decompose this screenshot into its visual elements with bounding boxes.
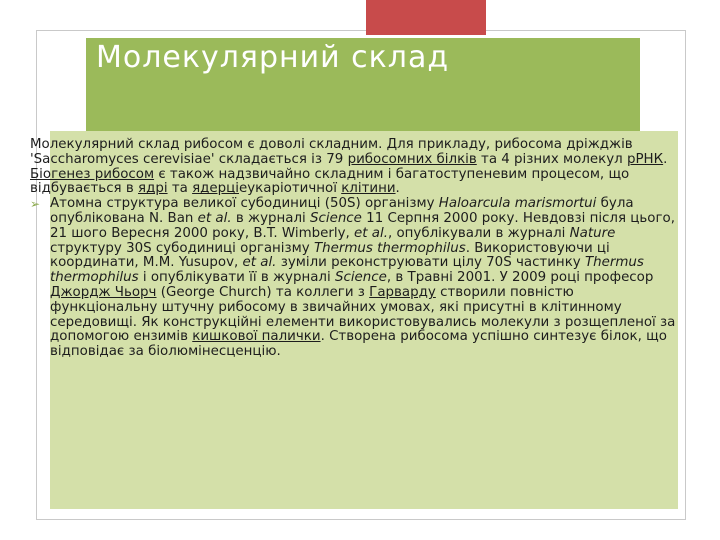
- text-run: створили повністю функціональну штучну рибосому в звичайних умовах, які присутні в клітинному середовищі. Як конструкційні елементи використовувались молекули з розщепленої за допомогою ензимів: [50, 284, 676, 345]
- text-run: в журналі: [231, 210, 310, 226]
- text-run: еукаріотичної: [238, 181, 342, 197]
- text-run: 11 Серпня 2000 року. Невдовзі після цього, 21 шого Вересня 2000 року, B.T. Wimberly,: [50, 210, 675, 241]
- text-link[interactable]: Джордж Чьорч: [50, 284, 157, 300]
- text-run: et al.: [242, 255, 277, 271]
- text-run: Thermus thermophilus: [313, 240, 466, 256]
- text-run: зуміли реконструювати цілу 70S частинку: [276, 255, 585, 271]
- arrow-bullet-icon: ➢: [30, 197, 41, 212]
- text-run: Science: [310, 210, 362, 226]
- text-link[interactable]: кишкової палички: [192, 329, 321, 345]
- text-run: Science: [334, 270, 387, 286]
- text-link[interactable]: Гарварду: [369, 284, 436, 300]
- text-run: . Використовуючи ці координати, M.M. Yusupov,: [50, 240, 610, 271]
- text-link[interactable]: клітини: [341, 181, 396, 197]
- text-run: .: [395, 181, 400, 197]
- text-run: . Створена рибосома успішно синтезує білок, що відповідає за біолюмінесценцію.: [50, 329, 667, 360]
- text-run: et al.: [354, 225, 388, 241]
- text-run: , опублікували в журналі: [387, 225, 570, 241]
- text-link[interactable]: ядрі: [138, 181, 168, 197]
- text-run: і опублікувати її в журналі: [138, 270, 335, 286]
- content-text: [30, 138, 678, 360]
- title-bar: [86, 38, 640, 131]
- bullet-paragraph: [30, 197, 678, 360]
- text-link[interactable]: ядерці: [192, 181, 239, 197]
- text-run: є також надзвичайно складним і багатоступеневим процесом, що відбувається в: [30, 166, 630, 197]
- text-run: (George Church) та коллеги з: [156, 284, 370, 300]
- text-run: , в Травні 2001. У 2009 році професор: [386, 270, 654, 286]
- text-run: Nature: [569, 225, 616, 241]
- text-link[interactable]: Біогенез рибосом: [30, 166, 155, 182]
- slide-title: Молекулярний склад: [96, 40, 450, 75]
- text-link[interactable]: рРНК: [626, 151, 664, 167]
- text-run: та: [167, 181, 193, 197]
- text-run: була опублікована N. Ban: [50, 196, 634, 226]
- text-run: .: [663, 151, 668, 167]
- accent-tab: [366, 0, 486, 35]
- text-run: et al.: [197, 210, 232, 226]
- text-link[interactable]: рибосомних білків: [347, 151, 477, 167]
- text-run: структуру 30S субодиниці організму: [50, 240, 314, 256]
- text-run: Атомна структура великої субодиниці (50S) організму: [50, 196, 439, 212]
- text-run: Thermus thermophilus: [50, 255, 644, 286]
- intro-paragraph: [30, 138, 678, 197]
- text-run: Haloarcula marismortui: [438, 196, 597, 212]
- text-run: та 4 різних молекул: [476, 151, 627, 167]
- text-run: Молекулярний склад рибосом є доволі складним. Для прикладу, рибосома дріжджів 'Saccharomyces cerevisiae' складається із 79: [30, 137, 633, 167]
